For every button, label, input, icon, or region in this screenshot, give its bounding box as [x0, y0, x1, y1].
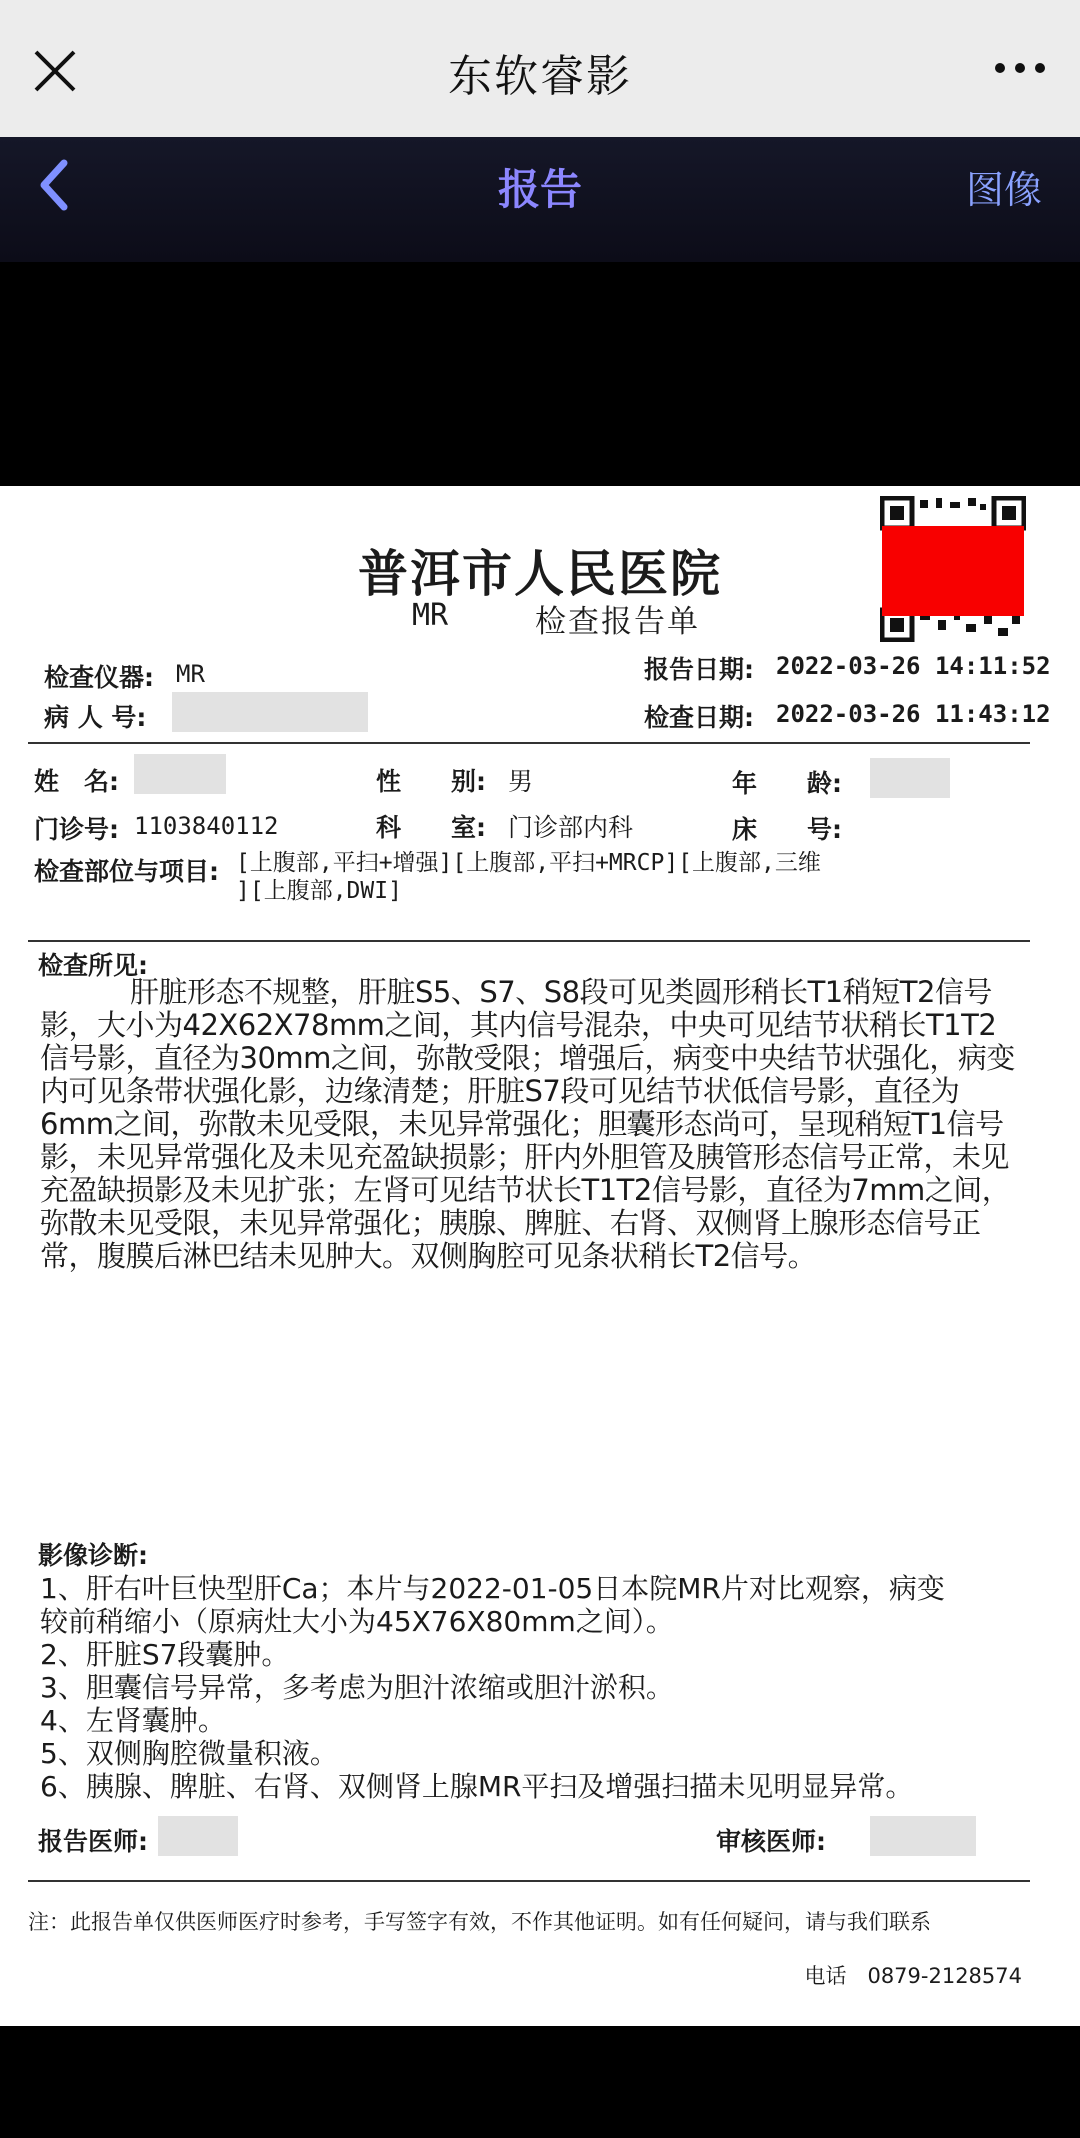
- disclaimer-note: 注：此报告单仅供医师医疗时参考，手写签字有效，不作其他证明。如有任何疑问，请与我们联系: [28, 1910, 931, 1934]
- image-tab-link[interactable]: 图像: [965, 168, 1042, 212]
- patient-no-redacted: [172, 692, 368, 732]
- report-document: [0, 486, 1080, 2026]
- report-doctor-redacted: [158, 1816, 238, 1856]
- review-doctor-label: 审核医师:: [716, 1827, 826, 1856]
- diagnosis-line: 较前稍缩小（原病灶大小为45X76X80mm之间）。: [40, 1605, 674, 1638]
- nav-bar: [0, 137, 1080, 262]
- device-value: MR: [176, 660, 205, 688]
- form-title: 检查报告单: [535, 604, 700, 640]
- report-doctor-label: 报告医师:: [38, 1827, 148, 1856]
- findings-label: 检查所见:: [38, 951, 148, 980]
- report-date-value: 2022-03-26 14:11:52: [776, 652, 1051, 680]
- exam-date-label: 检查日期:: [644, 703, 754, 732]
- diagnosis-line: 6、胰腺、脾脏、右肾、双侧肾上腺MR平扫及增强扫描未见明显异常。: [40, 1770, 914, 1803]
- dept-value: 门诊部内科: [508, 813, 634, 842]
- age-redacted: [870, 758, 950, 798]
- device-label: 检查仪器:: [44, 663, 154, 692]
- items-line-2: ][上腹部,DWI]: [236, 878, 402, 904]
- divider: [28, 742, 1030, 744]
- patient-no-label: 病 人 号:: [44, 703, 147, 732]
- more-icon[interactable]: [990, 58, 1050, 78]
- findings-text: 肝脏形态不规整，肝脏S5、S7、S8段可见类圆形稍长T1稍短T2信号影，大小为42X62X78mm之间，其内信号混杂，中央可见结节状稍长T1T2信号影，直径为30mm之间，弥散受限；增强后，病变中央结节状强化，病变内可见条带状强化影，边缘清楚；肝脏S7段可见结节状低信号影，直径为6mm之间，弥散未见受限，未见异常强化；胆囊形态尚可，呈现稍短T1信号影，未见异常强化及未见充盈缺损影；肝内外胆管及胰管形态信号正常，未见充盈缺损影及未见扩张；左肾可见结节状长T1T2信号影，直径为7mm之间，弥散未见受限，未见异常强化；胰腺、脾脏、右肾、双侧肾上腺形态信号正常，腹膜后淋巴结未见肿大。双侧胸腔可见条状稍长T2信号。: [40, 975, 1015, 1273]
- bottom-area: [0, 2026, 1080, 2138]
- modality: MR: [412, 598, 449, 633]
- sex-value: 男: [508, 767, 534, 796]
- items-label: 检查部位与项目:: [34, 857, 219, 886]
- divider: [28, 1880, 1030, 1882]
- image-background: [0, 262, 1080, 486]
- page-title: 报告: [497, 165, 582, 214]
- diagnosis-line: 2、肝脏S7段囊肿。: [40, 1638, 290, 1671]
- contact-phone: 电话 0879-2128574: [804, 1964, 1022, 1988]
- name-label: 姓 名:: [34, 767, 119, 796]
- hospital-name: 普洱市人民医院: [358, 544, 722, 603]
- sex-label: 性 别:: [376, 767, 486, 796]
- top-bar: [0, 0, 1080, 137]
- diagnosis-label: 影像诊断:: [38, 1541, 148, 1570]
- diagnosis-line: 1、肝右叶巨快型肝Ca；本片与2022-01-05日本院MR片对比观察，病变: [40, 1572, 945, 1605]
- clinic-no-label: 门诊号:: [34, 815, 119, 844]
- name-redacted: [134, 754, 226, 794]
- diagnosis-line: 4、左肾囊肿。: [40, 1704, 226, 1737]
- age-label: 年 龄:: [732, 769, 842, 798]
- app-title: 东软睿影: [448, 51, 632, 102]
- dept-label: 科 室:: [376, 813, 486, 842]
- diagnosis-line: 3、胆囊信号异常，多考虑为胆汁浓缩或胆汁淤积。: [40, 1671, 674, 1704]
- review-doctor-redacted: [870, 1816, 976, 1856]
- redacted-block: [882, 526, 1024, 616]
- clinic-no-value: 1103840112: [134, 812, 279, 840]
- bed-label: 床 号:: [732, 815, 842, 844]
- items-line-1: [上腹部,平扫+增强][上腹部,平扫+MRCP][上腹部,三维: [236, 850, 821, 876]
- report-date-label: 报告日期:: [644, 655, 754, 684]
- divider: [28, 940, 1030, 942]
- diagnosis-line: 5、双侧胸腔微量积液。: [40, 1737, 338, 1770]
- exam-date-value: 2022-03-26 11:43:12: [776, 700, 1051, 728]
